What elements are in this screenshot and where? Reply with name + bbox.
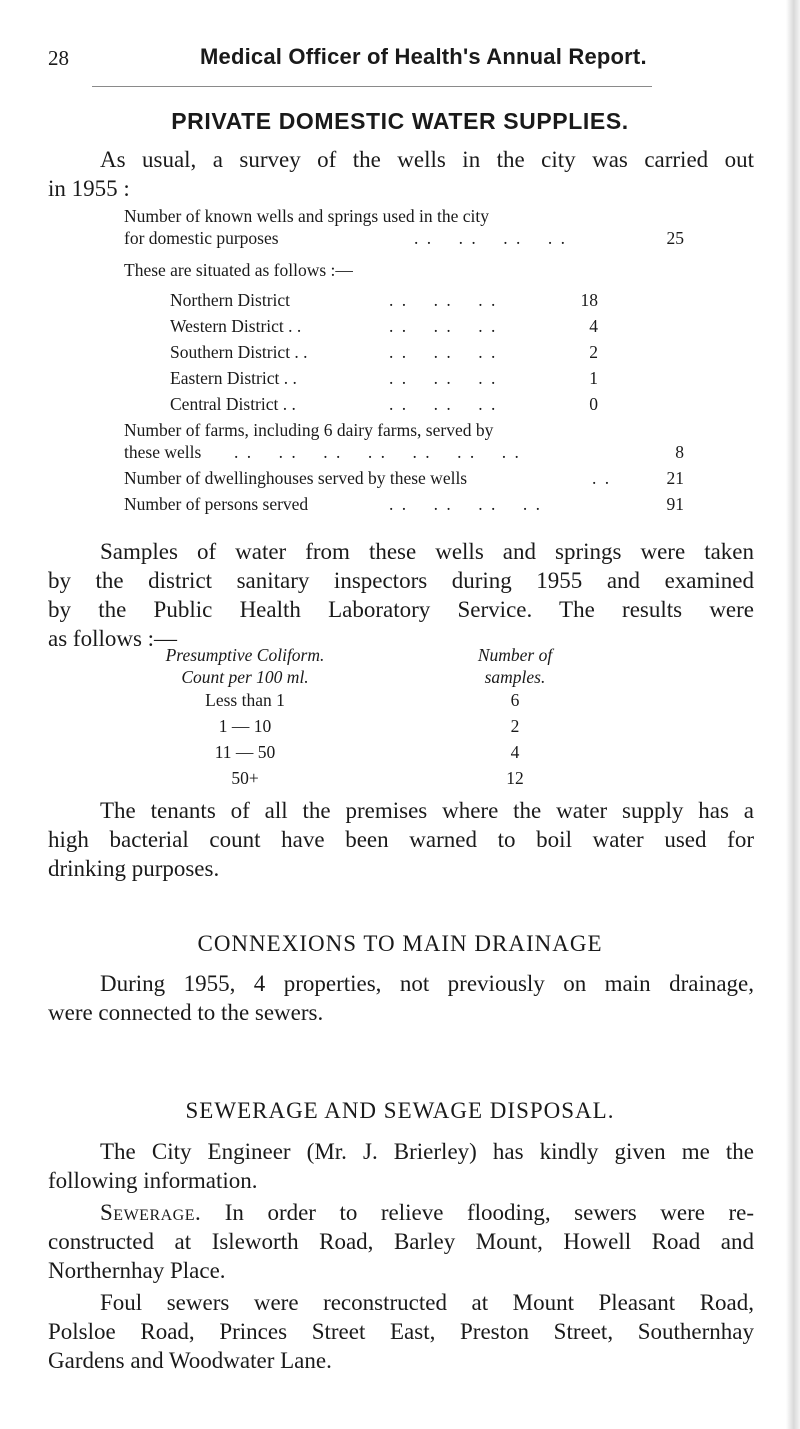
district-southern-value: 2	[589, 342, 598, 362]
wells-label-text: for domestic purposes	[124, 228, 279, 248]
leader-dots: . . . . . .	[389, 290, 498, 310]
samples-header	[430, 644, 600, 688]
table-row-samples: 2	[510, 716, 520, 736]
farms-label-line-1: Number of farms, including 6 dairy farms, served by	[124, 420, 494, 440]
foul-line-3: Gardens and Woodwater Lane.	[48, 1348, 332, 1373]
coliform-header	[140, 644, 350, 688]
farms-label-text: these wells	[124, 442, 202, 462]
engineer-line-1: The City Engineer (Mr. J. Brierley) has kindly given me the	[100, 1139, 754, 1164]
engineer-paragraph	[48, 1137, 754, 1195]
district-northern-name: Northern District	[170, 290, 291, 310]
wells-value: 25	[666, 228, 684, 248]
sewerage-line-1	[48, 1198, 754, 1227]
foul-sewers-paragraph	[48, 1288, 754, 1375]
table-row-samples: 12	[506, 768, 524, 788]
running-title: Medical Officer of Health's Annual Report.	[200, 44, 647, 69]
persons-value: 91	[666, 494, 684, 514]
situated-label: These are situated as follows :—	[124, 260, 353, 280]
tenants-line-1: The tenants of all the premises where the water supply has a	[100, 798, 754, 823]
tenants-line-2: high bacterial count have been warned to boil water used for	[48, 827, 754, 852]
tenants-line-3: drinking purposes.	[48, 856, 220, 881]
table-row-count: 11 — 50	[214, 742, 276, 762]
table-row-count: 1 — 10	[218, 716, 272, 736]
samples-paragraph	[48, 537, 754, 653]
drainage-paragraph	[48, 969, 754, 1027]
drainage-line-1: During 1955, 4 properties, not previously on main drainage,	[100, 971, 754, 996]
farms-value: 8	[675, 442, 684, 462]
leader-dots: . . . . . .	[389, 342, 498, 362]
section-title-private-water: PRIVATE DOMESTIC WATER SUPPLIES.	[171, 108, 629, 134]
coliform-header-line-1: Presumptive Coliform.	[165, 645, 325, 665]
district-central-name: Central District . .	[170, 394, 296, 414]
drainage-line-2: were connected to the sewers.	[48, 1000, 324, 1025]
coliform-header-line-2: Count per 100 ml.	[181, 667, 309, 687]
wells-label-line-1: Number of known wells and springs used in the city	[124, 206, 490, 226]
leader-dots: . . . . . .	[389, 394, 498, 414]
intro-paragraph	[48, 145, 754, 203]
wells-label-line-2	[124, 228, 567, 249]
district-eastern-name: Eastern District . .	[170, 368, 297, 388]
section-title-drainage: CONNEXIONS TO MAIN DRAINAGE	[197, 931, 603, 956]
leader-dots: . . . . . .	[389, 316, 498, 336]
intro-line-2: in 1955 :	[48, 176, 130, 201]
persons-label-text: Number of persons served	[124, 494, 309, 514]
sewerage-paragraph	[48, 1198, 754, 1285]
samples-line-3: by the Public Health Laboratory Service. The results were	[48, 597, 754, 622]
header-rule	[92, 86, 652, 87]
samples-line-1: Samples of water from these wells and springs were taken	[100, 539, 754, 564]
sewerage-line-1-text: In order to relieve flooding, sewers were re-	[224, 1200, 754, 1225]
sewerage-line-3: Northernhay Place.	[48, 1258, 226, 1283]
dwellings-label	[124, 468, 612, 489]
leader-dots: . .	[592, 468, 612, 488]
samples-line-4: as follows :—	[48, 626, 178, 651]
leader-dots: . . . . . . . .	[389, 494, 542, 514]
farms-label-line-2	[124, 442, 521, 463]
dwellings-value: 21	[666, 468, 684, 488]
tenants-paragraph	[48, 796, 754, 883]
foul-line-1: Foul sewers were reconstructed at Mount Pleasant Road,	[100, 1290, 754, 1315]
sewerage-line-2: constructed at Isleworth Road, Barley Mount, Howell Road and	[48, 1229, 754, 1254]
leader-dots: . . . . . . . .	[414, 228, 567, 248]
table-row-count: 50+	[231, 768, 259, 788]
dwellings-label-text: Number of dwellinghouses served by these wells	[124, 468, 468, 488]
engineer-line-2: following information.	[48, 1168, 258, 1193]
leader-dots: . . . . . .	[389, 368, 498, 388]
district-southern-name: Southern District . .	[170, 342, 308, 362]
sewerage-run-in-heading: Sewerage.	[100, 1200, 202, 1225]
district-northern-value: 18	[580, 290, 598, 310]
district-eastern-value: 1	[589, 368, 598, 388]
table-row-count: Less than 1	[205, 690, 285, 710]
foul-line-2: Polsloe Road, Princes Street East, Preston Street, Southernhay	[48, 1319, 754, 1344]
page-edge-shadow	[786, 0, 800, 1429]
samples-line-2: by the district sanitary inspectors during 1955 and examined	[48, 568, 754, 593]
district-central-value: 0	[589, 394, 598, 414]
samples-header-line-1: Number of	[477, 645, 553, 665]
page-number: 28	[48, 46, 69, 70]
section-title-sewerage: SEWERAGE AND SEWAGE DISPOSAL.	[185, 1098, 615, 1123]
table-row-samples: 6	[510, 690, 520, 710]
samples-header-line-2: samples.	[484, 667, 546, 687]
district-western-name: Western District . .	[170, 316, 302, 336]
persons-label	[124, 494, 542, 515]
leader-dots: . . . . . . . . . . . . . .	[234, 442, 521, 462]
intro-line-1: As usual, a survey of the wells in the city was carried out	[100, 147, 754, 172]
table-row-samples: 4	[510, 742, 520, 762]
district-western-value: 4	[589, 316, 598, 336]
